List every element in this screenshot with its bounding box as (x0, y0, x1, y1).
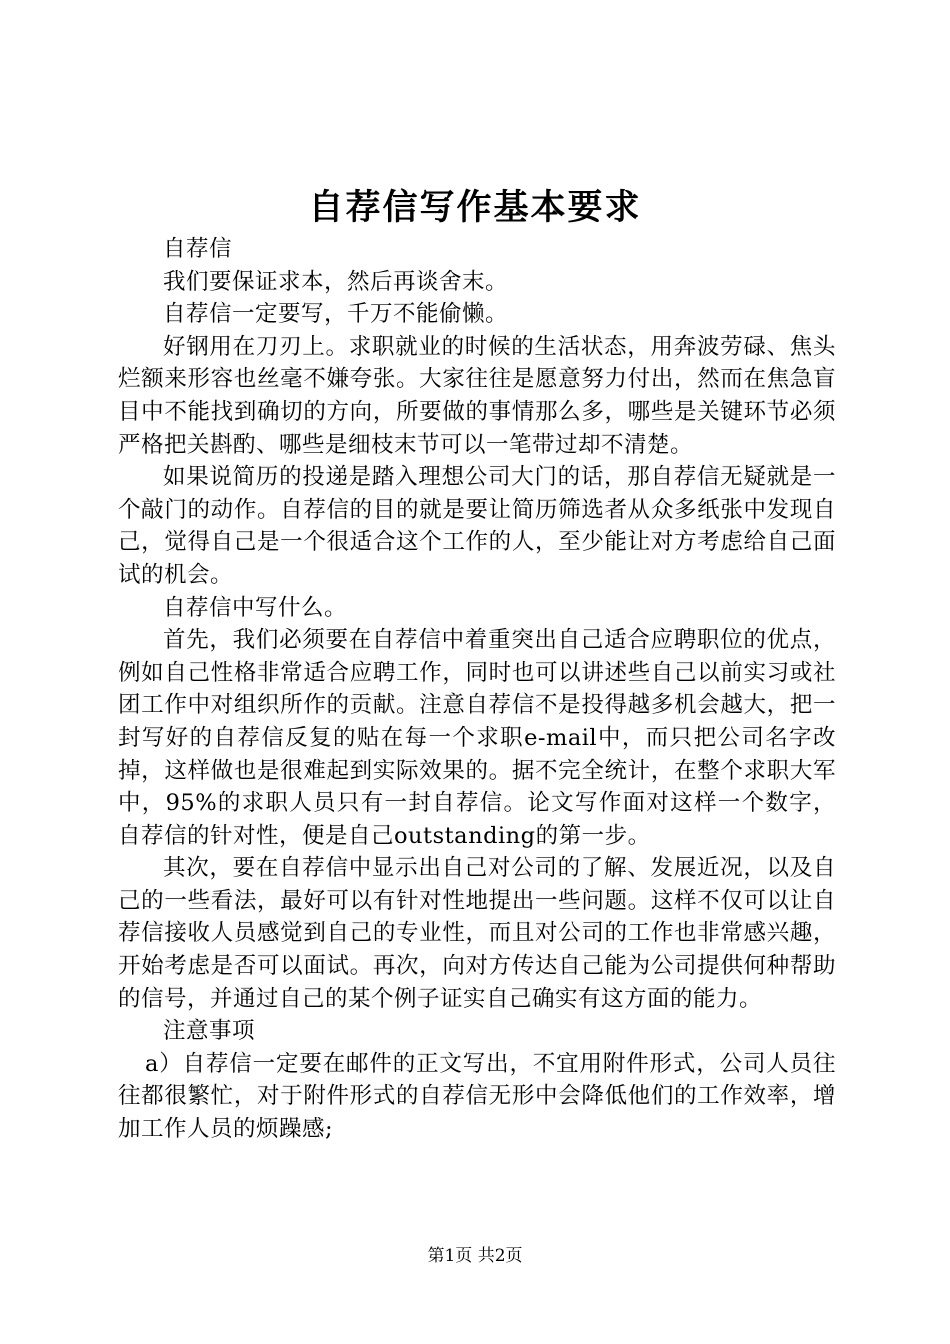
paragraph: 好钢用在刀刃上。求职就业的时候的生活状态，用奔波劳碌、焦头烂额来形容也丝毫不嫌夸张。大家往往是愿意努力付出，然而在焦急盲目中不能找到确切的方向，所要做的事情那么多，哪些是关键环节必须严格把关斟酌、哪些是细枝末节可以一笔带过却不清楚。 (118, 333, 836, 458)
paragraph: 其次，要在自荐信中显示出自己对公司的了解、发展近况，以及自己的一些看法，最好可以有针对性地提出一些问题。这样不仅可以让自荐信接收人员感觉到自己的专业性，而且对公司的工作也非常感兴趣，开始考虑是否可以面试。再次，向对方传达自己能为公司提供何种帮助的信号，并通过自己的某个例子证实自己确实有这方面的能力。 (118, 855, 836, 1012)
paragraph: 如果说简历的投递是踏入理想公司大门的话，那自荐信无疑就是一个敲门的动作。自荐信的目的就是要让简历筛选者从众多纸张中发现自己，觉得自己是一个很适合这个工作的人，至少能让对方考虑给自己面试的机会。 (118, 464, 836, 588)
paragraph-heading-zijianxin: 自荐信 (163, 236, 233, 262)
page-number-footer: 第1页 共2页 (427, 1246, 523, 1266)
paragraph: 我们要保证求本，然后再谈舍末。 (163, 268, 509, 295)
paragraph-subheading: 自荐信中写什么。 (163, 594, 348, 621)
document-title: 自荐信写作基本要求 (308, 187, 642, 228)
paragraph-subheading: 注意事项 (163, 1018, 256, 1045)
document-body (118, 233, 836, 1146)
paragraph: 首先，我们必须要在自荐信中着重突出自己适合应聘职位的优点，例如自己性格非常适合应聘工作，同时也可以讲述些自己以前实习或社团工作中对组织所作的贡献。注意自荐信不是投得越多机会越大，把一封写好的自荐信反复的贴在每一个求职e-mail中，而只把公司名字改掉，这样做也是很难起到实际效果的。据不完全统计，在整个求职大军中，95%的求职人员只有一封自荐信。论文写作面对这样一个数字，自荐信的针对性，便是自己outstanding的第一步。 (118, 627, 836, 849)
paragraph-list-item: a）自荐信一定要在邮件的正文写出，不宜用附件形式，公司人员往往都很繁忙，对于附件形式的自荐信无形中会降低他们的工作效率，增加工作人员的烦躁感; (118, 1050, 836, 1143)
paragraph: 自荐信一定要写，千万不能偷懒。 (163, 301, 509, 328)
